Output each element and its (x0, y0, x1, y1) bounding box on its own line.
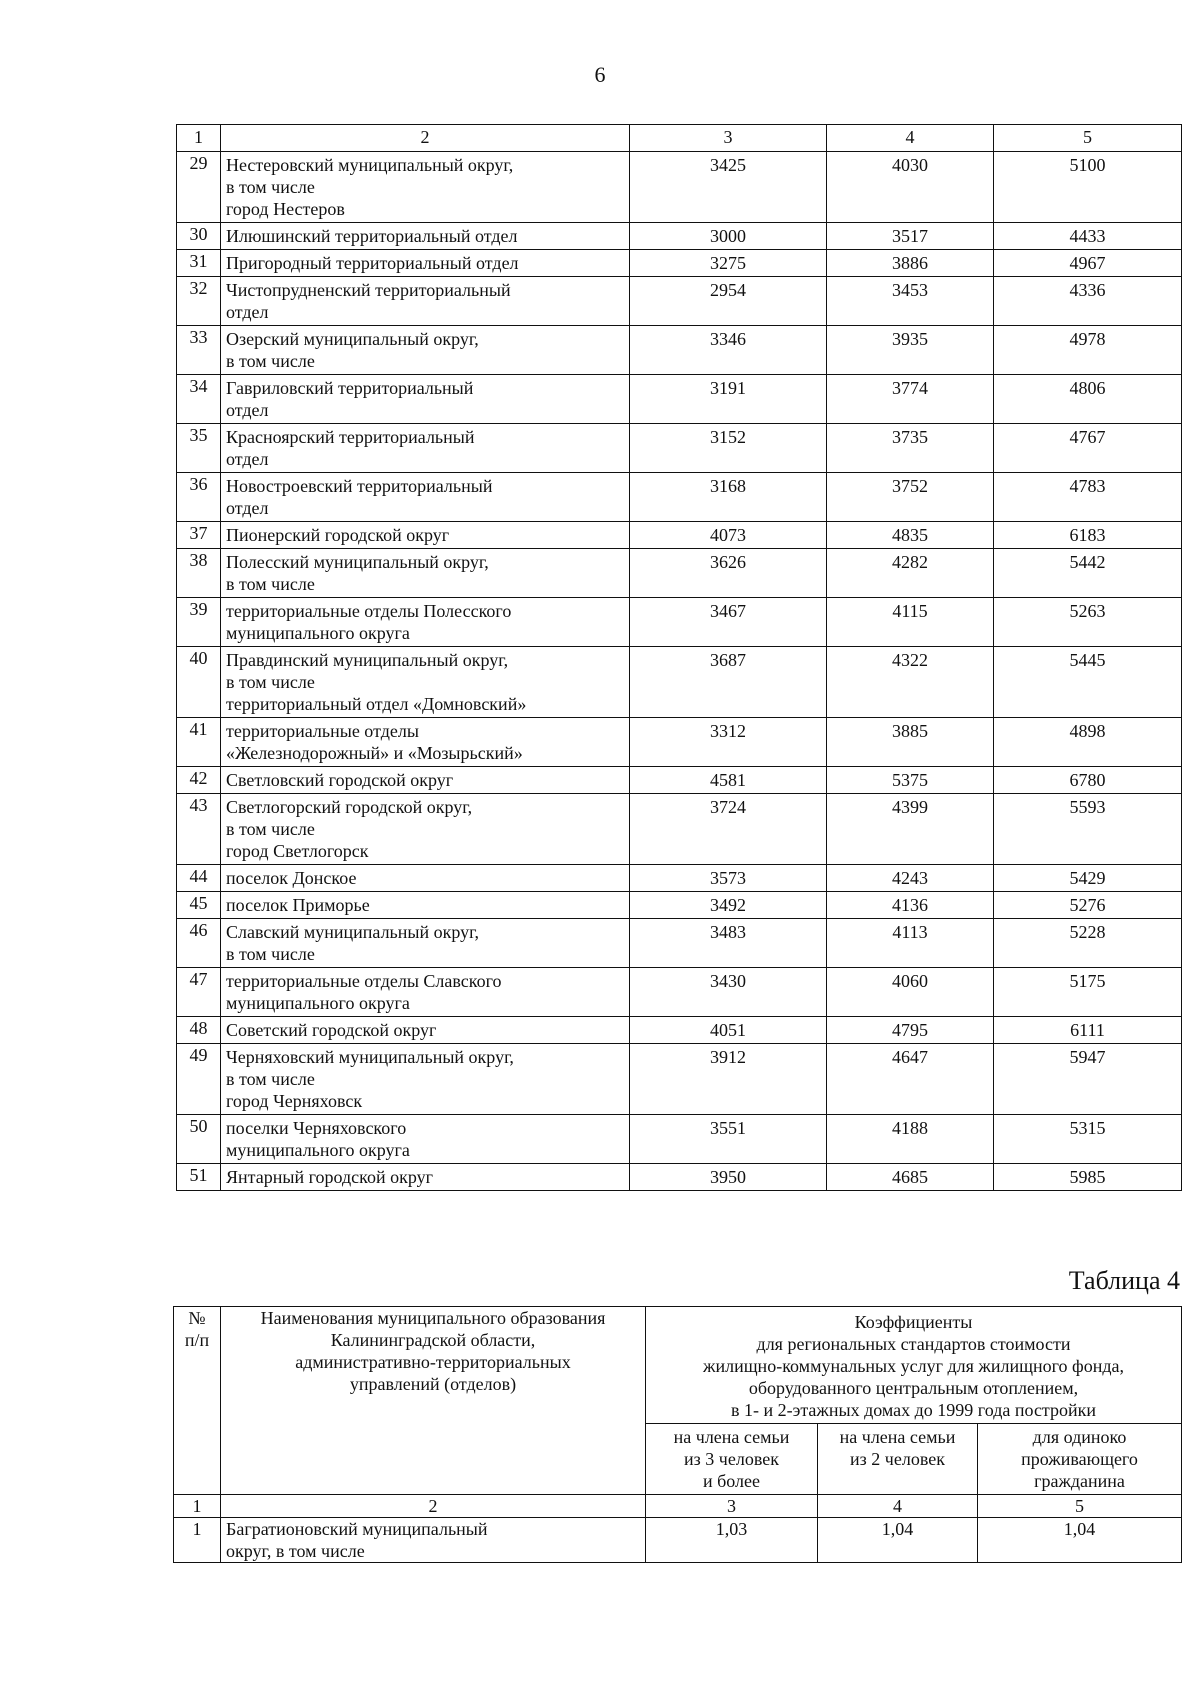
value-col3: 3168 (630, 473, 827, 522)
table-row (177, 767, 1182, 794)
value-col4: 3517 (827, 223, 994, 250)
municipality-name (221, 1115, 630, 1164)
page-number: 6 (594, 62, 606, 87)
header-line: и более (702, 1471, 760, 1491)
name-line: территориальные отделы Славского (226, 971, 502, 991)
name-line: отдел (226, 449, 269, 469)
name-line: муниципального округа (226, 1140, 410, 1160)
value-col4: 4322 (827, 647, 994, 718)
row-number: 51 (177, 1164, 221, 1191)
value-col3: 3000 (630, 223, 827, 250)
value-col5: 5985 (994, 1164, 1182, 1191)
municipality-name (221, 968, 630, 1017)
value-col4: 3752 (827, 473, 994, 522)
name-line: Черняховский муниципальный округ, (226, 1047, 514, 1067)
name-line: Янтарный городской округ (226, 1167, 433, 1187)
table-row (177, 473, 1182, 522)
table-row (177, 598, 1182, 647)
municipality-name (221, 865, 630, 892)
value-col3: 3687 (630, 647, 827, 718)
municipality-name (221, 549, 630, 598)
value-col4: 3885 (827, 718, 994, 767)
value-col3: 3912 (630, 1044, 827, 1115)
value-col4: 4399 (827, 794, 994, 865)
row-number: 40 (177, 647, 221, 718)
municipality-name (221, 718, 630, 767)
header-line: № (188, 1308, 206, 1328)
value-col4: 4243 (827, 865, 994, 892)
municipality-name (221, 250, 630, 277)
table-row (177, 865, 1182, 892)
value-col4: 4188 (827, 1115, 994, 1164)
value-col5: 6111 (994, 1017, 1182, 1044)
value-col3: 3312 (630, 718, 827, 767)
row-number: 37 (177, 522, 221, 549)
municipality-name (221, 473, 630, 522)
header-cell: 1 (177, 125, 221, 152)
value-col3: 3950 (630, 1164, 827, 1191)
name-line: поселок Приморье (226, 895, 370, 915)
municipality-name (221, 1518, 646, 1563)
table-row (177, 647, 1182, 718)
municipality-name (221, 1017, 630, 1044)
table4-row (174, 1518, 1182, 1563)
row-number: 45 (177, 892, 221, 919)
value-col3: 3346 (630, 326, 827, 375)
value-col3: 4073 (630, 522, 827, 549)
value-col3: 3430 (630, 968, 827, 1017)
row-number: 49 (177, 1044, 221, 1115)
value-col5: 6780 (994, 767, 1182, 794)
value-col5: 4967 (994, 250, 1182, 277)
table-row (177, 326, 1182, 375)
header-line: управлений (отделов) (349, 1374, 517, 1394)
number-cell: 1 (174, 1495, 221, 1518)
row-number: 43 (177, 794, 221, 865)
table-row (177, 223, 1182, 250)
table-row (177, 794, 1182, 865)
value-col4: 3453 (827, 277, 994, 326)
value-col5: 5429 (994, 865, 1182, 892)
value-col3: 2954 (630, 277, 827, 326)
municipality-name (221, 522, 630, 549)
header-cell: 4 (827, 125, 994, 152)
table-row (177, 152, 1182, 223)
table-row (177, 1164, 1182, 1191)
value-col3: 3626 (630, 549, 827, 598)
table-row (177, 919, 1182, 968)
name-line: отдел (226, 400, 269, 420)
coefficient-col4: 1,04 (818, 1518, 978, 1563)
municipality-name (221, 277, 630, 326)
value-col4: 4030 (827, 152, 994, 223)
value-col4: 3774 (827, 375, 994, 424)
table4-number-row (174, 1495, 1182, 1518)
name-line: в том числе (226, 819, 315, 839)
name-line: муниципального округа (226, 993, 410, 1013)
table-row (177, 1115, 1182, 1164)
value-col5: 4898 (994, 718, 1182, 767)
name-line: Светлогорский городской округ, (226, 797, 473, 817)
name-line: в том числе (226, 944, 315, 964)
municipality-name (221, 647, 630, 718)
value-col5: 4767 (994, 424, 1182, 473)
municipality-name (221, 326, 630, 375)
header-line: Калининградской области, (330, 1330, 536, 1350)
column-number-row (177, 125, 1182, 152)
value-col4: 3886 (827, 250, 994, 277)
value-col5: 5947 (994, 1044, 1182, 1115)
col-no-header (174, 1307, 221, 1495)
name-line: округ, в том числе (226, 1541, 365, 1561)
value-col3: 3152 (630, 424, 827, 473)
table4-header-row (174, 1307, 1182, 1424)
value-col5: 4336 (994, 277, 1182, 326)
number-cell: 2 (221, 1495, 646, 1518)
header-line: для одиноко (1032, 1427, 1127, 1447)
row-number: 50 (177, 1115, 221, 1164)
municipality-name (221, 152, 630, 223)
row-number: 31 (177, 250, 221, 277)
row-number: 47 (177, 968, 221, 1017)
header-line: проживающего (1021, 1449, 1138, 1469)
value-col5: 5263 (994, 598, 1182, 647)
value-col4: 4685 (827, 1164, 994, 1191)
row-number: 44 (177, 865, 221, 892)
name-line: Озерский муниципальный округ, (226, 329, 479, 349)
name-line: Новостроевский территориальный (226, 476, 493, 496)
name-line: в том числе (226, 177, 315, 197)
header-cell: 5 (994, 125, 1182, 152)
number-cell: 3 (646, 1495, 818, 1518)
subheader-single (978, 1424, 1182, 1495)
value-col3: 3191 (630, 375, 827, 424)
value-col5: 5442 (994, 549, 1182, 598)
header-line: гражданина (1034, 1471, 1125, 1491)
municipality-name (221, 919, 630, 968)
number-cell: 5 (978, 1495, 1182, 1518)
municipality-name (221, 767, 630, 794)
header-line: жилищно-коммунальных услуг для жилищного фонда, (703, 1356, 1124, 1376)
value-col4: 3735 (827, 424, 994, 473)
name-line: в том числе (226, 574, 315, 594)
table-row (177, 968, 1182, 1017)
value-col5: 4783 (994, 473, 1182, 522)
subheader-family-2 (818, 1424, 978, 1495)
value-col3: 3724 (630, 794, 827, 865)
row-number: 42 (177, 767, 221, 794)
header-cell: 3 (630, 125, 827, 152)
row-number: 1 (174, 1518, 221, 1563)
row-number: 48 (177, 1017, 221, 1044)
name-line: в том числе (226, 672, 315, 692)
value-col5: 4433 (994, 223, 1182, 250)
municipality-name (221, 424, 630, 473)
name-line: Чистопрудненский территориальный (226, 280, 511, 300)
row-number: 39 (177, 598, 221, 647)
value-col4: 5375 (827, 767, 994, 794)
value-col5: 5445 (994, 647, 1182, 718)
table-row (177, 424, 1182, 473)
table-row (177, 549, 1182, 598)
value-col3: 3275 (630, 250, 827, 277)
row-number: 35 (177, 424, 221, 473)
table-row (177, 718, 1182, 767)
row-number: 38 (177, 549, 221, 598)
name-line: Пригородный территориальный отдел (226, 253, 519, 273)
value-col5: 5593 (994, 794, 1182, 865)
value-col5: 4806 (994, 375, 1182, 424)
value-col4: 4060 (827, 968, 994, 1017)
header-line: в 1- и 2-этажных домах до 1999 года постройки (730, 1400, 1097, 1420)
name-line: в том числе (226, 1069, 315, 1089)
header-line: на члена семьи (839, 1427, 956, 1447)
name-line: город Черняховск (226, 1091, 363, 1111)
value-col3: 3573 (630, 865, 827, 892)
value-col5: 5315 (994, 1115, 1182, 1164)
number-cell: 4 (818, 1495, 978, 1518)
table-row (177, 277, 1182, 326)
row-number: 36 (177, 473, 221, 522)
name-line: Илюшинский территориальный отдел (226, 226, 518, 246)
name-line: Правдинский муниципальный округ, (226, 650, 509, 670)
value-col4: 4282 (827, 549, 994, 598)
value-col5: 5175 (994, 968, 1182, 1017)
name-line: территориальный отдел «Домновский» (226, 694, 527, 714)
municipality-name (221, 598, 630, 647)
municipality-name (221, 892, 630, 919)
value-col3: 3551 (630, 1115, 827, 1164)
name-line: отдел (226, 302, 269, 322)
municipality-name (221, 1044, 630, 1115)
value-col4: 4113 (827, 919, 994, 968)
row-number: 33 (177, 326, 221, 375)
name-line: поселки Черняховского (226, 1118, 407, 1138)
row-number: 34 (177, 375, 221, 424)
name-line: Светловский городской округ (226, 770, 454, 790)
value-col5: 5228 (994, 919, 1182, 968)
header-line: оборудованного центральным отоплением, (748, 1378, 1079, 1398)
coefficient-col3: 1,03 (646, 1518, 818, 1563)
value-col3: 4051 (630, 1017, 827, 1044)
table-row (177, 375, 1182, 424)
coefficient-col5: 1,04 (978, 1518, 1182, 1563)
name-line: Пионерский городской округ (226, 525, 450, 545)
name-line: Славский муниципальный округ, (226, 922, 479, 942)
name-line: Нестеровский муниципальный округ, (226, 155, 514, 175)
name-line: город Светлогорск (226, 841, 369, 861)
col-name-header (221, 1307, 646, 1495)
name-line: «Железнодорожный» и «Мозырьский» (226, 743, 523, 763)
value-col5: 5100 (994, 152, 1182, 223)
subheader-family-3 (646, 1424, 818, 1495)
table-row (177, 1017, 1182, 1044)
header-line: Наименования муниципального образования (260, 1308, 606, 1328)
value-col4: 4115 (827, 598, 994, 647)
municipality-name (221, 375, 630, 424)
municipality-name (221, 794, 630, 865)
value-col5: 6183 (994, 522, 1182, 549)
value-col3: 3483 (630, 919, 827, 968)
table4-caption: Таблица 4 (1068, 1266, 1180, 1295)
header-line: из 2 человек (850, 1449, 945, 1469)
row-number: 29 (177, 152, 221, 223)
value-col4: 4136 (827, 892, 994, 919)
table-row (177, 892, 1182, 919)
value-col5: 5276 (994, 892, 1182, 919)
name-line: муниципального округа (226, 623, 410, 643)
municipality-name (221, 1164, 630, 1191)
table-4 (173, 1306, 1182, 1563)
name-line: в том числе (226, 351, 315, 371)
table-row (177, 522, 1182, 549)
coefficients-group-header (646, 1307, 1182, 1424)
name-line: отдел (226, 498, 269, 518)
row-number: 41 (177, 718, 221, 767)
table-row (177, 250, 1182, 277)
header-cell: 2 (221, 125, 630, 152)
value-col3: 3467 (630, 598, 827, 647)
header-line: административно-территориальных (295, 1352, 571, 1372)
header-line: Коэффициенты (854, 1312, 973, 1332)
row-number: 32 (177, 277, 221, 326)
value-col5: 4978 (994, 326, 1182, 375)
name-line: Гавриловский территориальный (226, 378, 474, 398)
row-number: 46 (177, 919, 221, 968)
value-col3: 4581 (630, 767, 827, 794)
name-line: Багратионовский муниципальный (226, 1519, 488, 1539)
value-col3: 3425 (630, 152, 827, 223)
value-col3: 3492 (630, 892, 827, 919)
header-line: из 3 человек (684, 1449, 779, 1469)
value-col4: 3935 (827, 326, 994, 375)
value-col4: 4835 (827, 522, 994, 549)
coefficients-table-continuation (176, 124, 1182, 1191)
header-line: на члена семьи (673, 1427, 790, 1447)
name-line: поселок Донское (226, 868, 357, 888)
table-row (177, 1044, 1182, 1115)
name-line: Полесский муниципальный округ, (226, 552, 489, 572)
header-line: для региональных стандартов стоимости (756, 1334, 1071, 1354)
municipality-name (221, 223, 630, 250)
name-line: город Нестеров (226, 199, 345, 219)
name-line: Советский городской округ (226, 1020, 437, 1040)
header-line: п/п (184, 1330, 210, 1350)
name-line: территориальные отделы Полесского (226, 601, 512, 621)
value-col4: 4795 (827, 1017, 994, 1044)
value-col4: 4647 (827, 1044, 994, 1115)
name-line: Красноярский территориальный (226, 427, 475, 447)
row-number: 30 (177, 223, 221, 250)
name-line: территориальные отделы (226, 721, 419, 741)
